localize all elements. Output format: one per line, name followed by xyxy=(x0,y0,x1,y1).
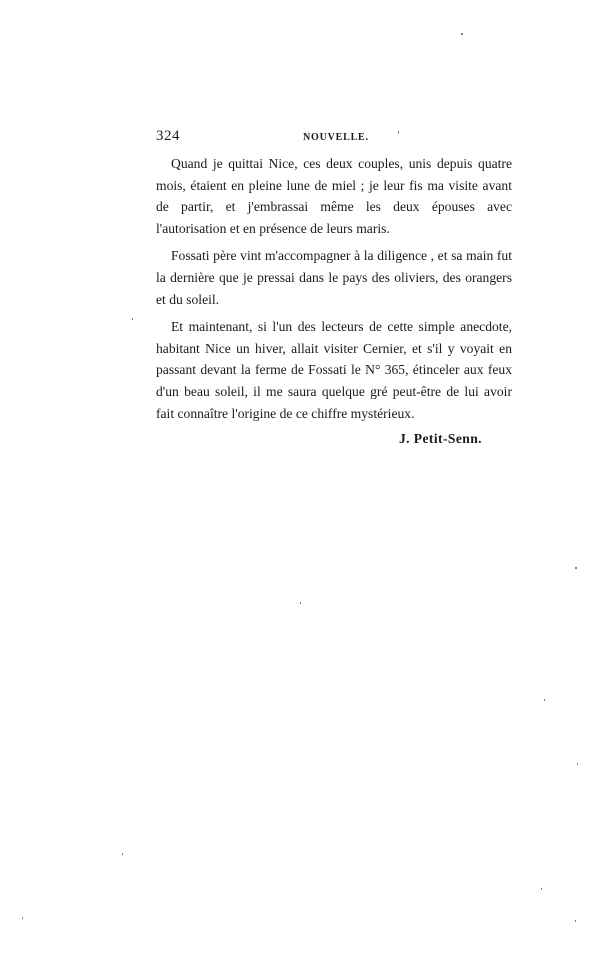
scan-speck xyxy=(122,853,123,855)
paragraph: Et maintenant, si l'un des lecteurs de cette simple anecdote, habitant Nice un hiver, allait visiter Cernier, et s'il y voyait en passant devant la ferme de Fossati le N° 365, étinceler aux feux d'un beau soleil, il me saura quelque gré peut-être de lui avoir fait connaître l'origine de ce chiffre mystérieux. xyxy=(156,319,512,421)
author-signature: J. Petit-Senn. xyxy=(398,431,482,446)
paragraph: Quand je quittai Nice, ces deux couples, unis depuis quatre mois, étaient en pleine lune de miel ; je leur fis ma visite avant de partir, et j'embrassai même les deux épouses avec l'autorisation et en présence de leurs maris. xyxy=(156,156,512,236)
scan-speck xyxy=(22,917,23,919)
scan-speck xyxy=(544,699,545,701)
paragraph: Fossati père vint m'accompagner à la diligence , et sa main fut la dernière que je pressai dans le pays des oliviers, des orangers et du soleil. xyxy=(156,248,512,307)
scan-speck xyxy=(575,920,576,922)
scan-speck xyxy=(300,602,301,604)
page-header xyxy=(156,128,456,148)
scan-speck xyxy=(575,567,577,569)
scan-speck xyxy=(398,131,399,134)
scan-speck xyxy=(541,888,542,890)
page-number: 324 xyxy=(156,128,180,144)
scan-speck xyxy=(461,33,463,35)
body-text xyxy=(156,153,512,430)
scan-speck xyxy=(577,763,578,765)
scan-speck xyxy=(132,318,133,320)
running-head: NOUVELLE. xyxy=(303,132,369,143)
